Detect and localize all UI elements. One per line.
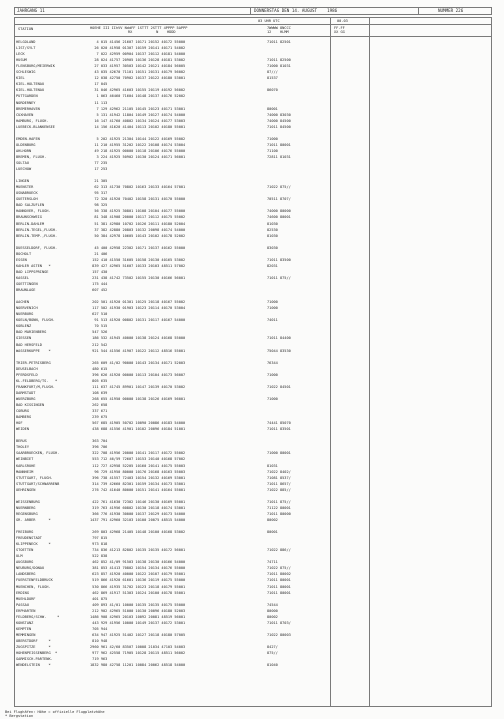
station-cell: PUTTGARDEN — [16, 94, 38, 99]
weather-cell: 74600 80001 — [267, 215, 291, 220]
observation-cell: 547 526 — [90, 330, 108, 335]
observation-cell: 265 609 41/02 90000 10143 20134 40171 52003 — [90, 360, 186, 365]
observation-cell: 519 866 41920 61601 10136 20119 40175 55000 — [90, 578, 186, 583]
weather-cell: 71000 81031 — [267, 64, 291, 69]
station-cell: LIST/SYLT — [16, 46, 36, 51]
station-cell: TRIER-PETRISBERG — [16, 360, 51, 365]
observation-cell: 480 615 — [90, 366, 108, 371]
weather-cell: 74000 80000 — [267, 209, 291, 214]
observation-cell: 1437 791 42960 32103 10100 20075 48515 54000 — [90, 517, 186, 522]
station-cell: LUECHOW — [16, 167, 32, 172]
weather-cell: 74000 84500 — [267, 118, 291, 123]
station-cell: HELGOLAND — [16, 40, 36, 44]
observation-cell: 401 875 — [90, 596, 108, 601]
station-cell: NUERBURG — [16, 312, 34, 317]
weather-cell: 71011 80001 — [267, 142, 291, 147]
observation-cell: 111 637 41745 89901 10147 20139 40170 53002 — [90, 384, 186, 389]
station-cell: KL.FELDBERG/TS. * — [16, 378, 58, 383]
weather-cell: 83030 — [267, 245, 278, 250]
weather-cell: 74000 83030 — [267, 112, 291, 117]
weather-cell: 71000 — [267, 300, 278, 305]
observation-cell: 262 658 — [90, 403, 108, 407]
weather-cell: 71022 84501 — [267, 384, 291, 389]
station-cell: NUERNBERG — [16, 505, 36, 510]
station-cell: KLIPPENECK * — [16, 542, 51, 547]
weather-cell: 74441 85070 — [267, 421, 291, 426]
weather-cell: 71011 875// — [267, 275, 291, 280]
station-cell: BAD HERSFELD — [16, 342, 42, 347]
station-cell: GUETERSLOH — [16, 197, 38, 202]
station-cell: LANDSBERG — [16, 572, 36, 577]
station-cell: KAHLER ASTEN * — [16, 263, 51, 268]
station-cell: SAARBRUECKEN, FLUGH. — [16, 451, 60, 456]
observation-cell: 363 704 — [90, 439, 108, 444]
observation-cell: 45 400 42958 22302 10171 20137 40162 55000 — [90, 245, 186, 250]
weather-cell: 71000 — [267, 396, 278, 401]
observation-cell: 337 671 — [90, 409, 108, 414]
observation-cell: 396 706 — [90, 445, 108, 450]
station-cell: CUXHAVEN — [16, 112, 34, 117]
station-cell: MUENSTER — [16, 185, 34, 190]
weather-cell: 71100 — [267, 148, 278, 153]
header-band — [14, 7, 492, 15]
observation-cell: 212 542 — [90, 342, 108, 347]
column-divider — [330, 17, 331, 707]
station-cell: DUESSELDORF, FLUGH. — [16, 245, 58, 250]
weather-cell: 71011 83501 — [267, 427, 291, 432]
observation-cell: 98 325 — [90, 203, 108, 208]
station-cell: FREIBURG — [16, 530, 34, 535]
observation-cell: 112 727 42958 52205 10160 20141 40175 55003 — [90, 463, 186, 468]
station-cell: BERLIN-TEGEL,FLUGH. — [16, 227, 58, 232]
observation-cell: 95 317 — [90, 191, 108, 196]
weather-cell: 875// — [267, 651, 278, 656]
observation-cell: 27 033 41957 30503 10142 20121 40184 56005 — [90, 64, 186, 69]
weather-cell: 81031 — [267, 463, 278, 468]
observation-cell: 319 763 41956 60802 10130 20118 40174 53001 — [90, 505, 186, 510]
obs-column-header: HOEHE III IIhVV NddFF 1STTT 2STTT 4PPPP 5APPP — [90, 26, 188, 30]
station-cell: BOCHOLT — [16, 251, 32, 256]
weather-cell: 82031 — [267, 263, 278, 268]
observation-cell: 5 131 41942 11804 10149 20127 40174 54000 — [90, 112, 186, 117]
weather-cell: 72811 81031 — [267, 154, 291, 159]
weather-cell: 80000 — [267, 608, 278, 613]
station-cell: THOLEY — [16, 445, 29, 450]
observation-cell: 14 156 41620 41404 10113 20102 40180 55001 — [90, 124, 186, 129]
weather-cell: 75044 83530 — [267, 348, 291, 353]
observation-cell: 17 045 — [90, 82, 108, 87]
weather-cell: 81030 — [267, 221, 278, 226]
station-cell: BRAUNLAGE — [16, 288, 36, 293]
observation-cell: 12 038 42750 70902 10137 20122 40180 53001 — [90, 76, 186, 81]
station-cell: MUENCHEN, FLUGH. — [16, 584, 51, 589]
weather-cell: 76344 — [267, 360, 278, 365]
weather-cell: 74544 — [267, 602, 278, 607]
station-cell: HUSUM — [16, 58, 27, 63]
station-cell: WUERZBURG — [16, 396, 36, 401]
observation-cell: 91 513 41920 00802 10131 20117 40167 54000 — [90, 318, 186, 323]
observation-cell: 239 675 — [90, 415, 108, 420]
station-cell: REGENSBURG — [16, 511, 38, 516]
weather-cell: 71022 885// — [267, 487, 291, 492]
station-cell: NOERVENICH — [16, 306, 38, 311]
observation-cell: 462 869 41917 51303 10124 20100 40178 55001 — [90, 590, 186, 595]
station-cell: KONSTANZ — [16, 620, 34, 625]
observation-cell: 1486 908 42965 20103 10092 20081 48519 56001 — [90, 614, 186, 619]
station-cell: FREUDENSTADT — [16, 536, 42, 541]
station-cell: ULM — [16, 554, 23, 559]
observation-cell: 11 113 — [90, 100, 108, 105]
station-cell: AHLHORN — [16, 148, 32, 153]
footer-note: Bei Flughäfen: Höhe = offizielle Flugplatzhöhe — [5, 710, 105, 714]
observation-cell: 212 902 42965 51000 10130 20096 40180 52003 — [90, 608, 186, 613]
station-cell: KEMPTEN — [16, 626, 32, 631]
observation-cell: 268 655 41950 00000 10138 20126 40169 56001 — [90, 396, 186, 401]
observation-cell: 231 438 41742 73502 10155 20130 40166 56001 — [90, 275, 186, 280]
weather-cell: 71122 80001 — [267, 505, 291, 510]
ww-column-header: 7WWWW 8NCCC — [267, 26, 291, 30]
observation-cell: 276 742 41640 80000 10151 20141 40164 55001 — [90, 487, 186, 492]
station-cell: GR. ARBER * — [16, 517, 51, 522]
weather-cell: 71022 80003 — [267, 632, 291, 637]
observation-cell: 366 776 41930 30000 10137 20129 40173 54000 — [90, 511, 186, 516]
station-cell: BERLIN-DAHLEM — [16, 221, 45, 226]
observation-cell: 43 035 42670 71101 10151 20131 40179 56002 — [90, 70, 186, 75]
station-cell: NEUBURG/DONAU — [16, 566, 45, 571]
station-cell: BAD SALZUFLEN — [16, 203, 45, 208]
station-cell: FUERSTENFELDBRUCK — [16, 578, 53, 583]
station-cell: GARMISCH-PARTENK. — [16, 657, 53, 662]
station-cell: MUEHLDORF — [16, 596, 36, 601]
weather-cell: 71011 8657/ — [267, 481, 291, 486]
station-cell: DEUSELBACH — [16, 366, 38, 371]
ff-column-subheader: XX GG — [334, 30, 345, 34]
weather-cell: 74011 — [267, 318, 278, 323]
sheet-label: JAHRGANG 11 — [17, 8, 45, 13]
station-cell: OLDENBURG — [16, 142, 36, 147]
weather-cell: 71011 80001 — [267, 590, 291, 595]
weather-cell: 80002 — [267, 614, 278, 619]
observation-cell: 51 381 42980 10702 10126 20111 40180 52004 — [90, 221, 186, 226]
observation-cell: 810 948 — [90, 638, 108, 643]
observation-cell: 705 944 — [90, 626, 108, 631]
weather-cell: 71011 80002 — [267, 572, 291, 577]
observation-cell: 462 852 41/09 91503 10138 20130 40166 54000 — [90, 560, 186, 565]
observation-cell: 77 235 — [90, 161, 108, 165]
observation-cell: 839 427 42965 51607 10133 20103 48511 57002 — [90, 263, 186, 268]
station-cell: KIEL-HOLTENAU — [16, 88, 45, 93]
observation-cell: 49 218 41925 00000 10118 20106 40176 55000 — [90, 148, 186, 153]
observation-cell: 17 253 — [90, 167, 108, 172]
station-cell: PASSAU — [16, 602, 29, 607]
station-cell: COBURG — [16, 409, 29, 414]
station-cell: WEINBIET — [16, 457, 34, 462]
weather-cell: 71011 80001 — [267, 584, 291, 589]
weather-cell: 71000 80001 — [267, 451, 291, 456]
weather-cell: 71011 83500 — [267, 257, 291, 262]
station-cell: SOLTAU — [16, 161, 29, 165]
observation-cell: 553 712 46/59 72607 10153 20140 40168 57002 — [90, 457, 186, 462]
weather-cell: 86070 — [267, 88, 278, 93]
observation-cell: 28 024 41757 20905 10136 20128 40181 53002 — [90, 58, 186, 63]
ww-column-subheader: 12 HLMM — [267, 30, 289, 34]
weather-cell: 71011 80000 — [267, 511, 291, 516]
observation-cell: 921 544 41556 41907 10122 20112 48516 55001 — [90, 348, 186, 353]
observation-cell: 152 410 41550 31605 10158 20130 40165 53002 — [90, 257, 186, 262]
observation-cell: 530 866 41935 31702 10123 20118 40179 55001 — [90, 584, 186, 589]
observation-cell: 186 532 41945 40000 10138 20124 40168 55000 — [90, 336, 186, 341]
observation-cell: 567 685 41905 50702 10090 20086 40183 54000 — [90, 421, 186, 426]
observation-cell: 314 739 42660 82301 10159 20134 40173 53001 — [90, 481, 186, 486]
station-cell: DARMSTADT — [16, 390, 36, 395]
observation-cell: 396 738 41557 72403 10154 20132 40169 53001 — [90, 475, 186, 480]
station-cell: MANNHEIM — [16, 469, 34, 474]
weather-cell: 87/// — [267, 70, 278, 75]
observation-cell: 623 857 41920 40000 10122 20107 40179 55001 — [90, 572, 186, 577]
observation-cell: 62 313 41730 70802 10163 20133 40164 57001 — [90, 185, 186, 190]
ff-column-header: FF-FF — [334, 26, 345, 30]
observation-cell: 422 761 41630 72302 10146 20130 40169 55001 — [90, 499, 186, 504]
weather-cell: 74711 — [267, 560, 278, 565]
weather-cell: 71022 875// — [267, 566, 291, 571]
station-cell: OSNABRUECK — [16, 191, 38, 196]
observation-cell: 4 015 41456 21607 10171 20152 40172 55000 — [90, 40, 186, 44]
station-cell: BERLIN-TEMP.,FLUGH. — [16, 233, 58, 238]
column-divider — [369, 17, 370, 707]
station-cell: OBERSTDORF * — [16, 638, 51, 643]
station-cell: WENDELSTEIN * — [16, 663, 51, 668]
station-cell: AACHEN — [16, 300, 29, 305]
observation-cell: 202 501 41920 01301 10125 20118 40167 55002 — [90, 300, 186, 305]
observation-cell: 21 406 — [90, 251, 108, 256]
weather-cell: 80002 — [267, 517, 278, 522]
obs-column-subheader: RX N HDDD — [128, 30, 176, 34]
weather-cell: 71011 82500 — [267, 58, 291, 63]
observation-cell: 117 502 41930 01903 10123 20114 40170 53004 — [90, 306, 186, 311]
weather-cell: 71022 875// — [267, 185, 291, 190]
observation-cell: 522 838 — [90, 554, 108, 559]
station-cell: SCHLESWIG — [16, 70, 36, 75]
weather-cell: 81030 — [267, 233, 278, 238]
station-cell: BRAUNSCHWEIG — [16, 215, 42, 220]
weather-cell: 71011 82501 — [267, 40, 291, 44]
station-cell: KASSEL — [16, 275, 29, 280]
station-cell: KIEL — [16, 76, 25, 81]
observation-cell: 627 510 — [90, 312, 108, 317]
weather-cell: 71011 80001 — [267, 578, 291, 583]
observation-cell: 50 384 42978 10605 10143 20102 40178 52002 — [90, 233, 186, 238]
station-cell: BAMBERG — [16, 415, 32, 420]
observation-cell: 438 688 41556 41901 10102 20096 40184 51001 — [90, 427, 186, 432]
station-cell: NORDERNEY — [16, 100, 36, 105]
station-cell: KOELN/BONN, FLUGH. — [16, 318, 55, 323]
header-divider — [418, 7, 419, 15]
station-cell: FRANKFURT/M,FLUGH. — [16, 384, 55, 389]
observation-cell: 81 348 41908 20000 10117 20112 40175 55002 — [90, 215, 186, 220]
station-cell: ESSEN — [16, 257, 27, 262]
station-cell: HOF — [16, 421, 23, 426]
observation-cell: 11 210 41955 31202 10122 20108 40174 53004 — [90, 142, 186, 147]
observation-cell: 108 639 — [90, 390, 108, 395]
station-cell: KARLSRUHE — [16, 463, 36, 468]
observation-cell: 634 947 41925 51402 10127 20118 40180 57005 — [90, 632, 186, 637]
station-cell: PFERDSFELD — [16, 372, 38, 377]
utc-label: 03 UHR UTC — [258, 19, 280, 23]
observation-cell: 157 430 — [90, 269, 108, 274]
station-cell: AUGSBURG — [16, 560, 34, 565]
weather-cell: 80001 — [267, 530, 278, 535]
station-column-header: STATION — [18, 27, 34, 31]
observation-cell: 977 962 42558 71905 10128 20115 48511 56002 — [90, 651, 186, 656]
header-divider — [250, 7, 251, 15]
weather-cell: 71011 84400 — [267, 336, 291, 341]
weather-cell: 71022 8402/ — [267, 469, 291, 474]
station-cell: WEIDEN — [16, 427, 29, 432]
observation-cell: 797 815 — [90, 536, 108, 541]
observation-cell: 607 452 — [90, 288, 108, 293]
station-cell: HAMBURG, FLUGH. — [16, 118, 49, 123]
observation-cell: 7 129 42962 21105 10145 20123 40171 53001 — [90, 106, 186, 111]
station-cell: BERUS — [16, 439, 27, 444]
observation-cell: 322 708 41956 20000 10141 20117 40172 55002 — [90, 451, 186, 456]
observation-cell: 96 729 41950 80000 10176 20168 40163 55003 — [90, 469, 186, 474]
station-cell: FELDBERG/SCHW. * — [16, 614, 60, 619]
weather-cell: 71000 — [267, 372, 278, 377]
observation-cell: 26 020 41958 01307 10159 20141 40171 54002 — [90, 46, 186, 51]
station-cell: ERDING — [16, 590, 29, 595]
station-cell: ZUGSPITZE * — [16, 645, 51, 649]
footer-note-mountain: * Bergstation — [5, 714, 34, 718]
observation-cell: 72 320 41920 70402 10158 20131 40170 55000 — [90, 197, 186, 202]
observation-cell: 56 338 41925 30801 10108 20104 40177 55000 — [90, 209, 186, 214]
observation-cell: 269 803 42968 21405 10148 20100 40168 53002 — [90, 530, 186, 535]
weather-cell: 8427/ — [267, 645, 278, 649]
station-cell: STUTTGART/SCHNARRENB — [16, 481, 60, 486]
bulletin-date: DONNERSTAG DEN 14. AUGUST 1986 — [254, 8, 338, 13]
station-cell: HANNOVER, FLUGH. — [16, 209, 51, 214]
weather-cell: 81537 — [267, 76, 278, 81]
observation-cell: 175 444 — [90, 282, 108, 286]
weather-cell: 71081 8537/ — [267, 475, 291, 480]
observation-cell: 719 963 — [90, 657, 108, 662]
weather-cell: 71022 886// — [267, 548, 291, 553]
observation-cell: 7 022 42959 00904 10137 20112 40181 54000 — [90, 52, 186, 57]
observation-cell: 2960 961 42/60 83507 10008 21034 47103 54003 — [90, 645, 186, 649]
station-cell: BREMERHAVEN — [16, 106, 40, 111]
station-cell: BAD LIPPSPRINGE — [16, 269, 49, 274]
observation-cell: 3 224 41925 50902 10130 20124 40171 56001 — [90, 154, 186, 159]
station-cell: KOBLENZ — [16, 324, 32, 329]
station-cell: WASSERKUPPE * — [16, 348, 51, 353]
observation-cell: 31 046 42965 41603 10155 20119 40192 56002 — [90, 88, 186, 93]
weather-cell: 71000 — [267, 136, 278, 141]
utc-rule — [14, 24, 492, 25]
observation-cell: 443 929 41956 10000 10149 20137 40172 53001 — [90, 620, 186, 625]
observation-cell: 805 635 — [90, 378, 108, 383]
observation-cell: 1832 980 42758 11201 10084 20062 48518 54000 — [90, 663, 186, 668]
weather-cell: 71011 875// — [267, 499, 291, 504]
station-cell: GOETTINGEN — [16, 282, 38, 286]
utc-code: 00-03 — [337, 19, 348, 23]
observation-cell: 70 515 — [90, 324, 108, 329]
observation-cell: 37 382 42880 20803 10132 20098 40174 54000 — [90, 227, 186, 232]
weather-cell: 81040 — [267, 663, 278, 668]
station-cell: LUEBECK-BLANKENSEE — [16, 124, 55, 129]
weather-cell: 71000 — [267, 306, 278, 311]
observation-cell: 16 147 41760 40802 10134 20124 40177 53003 — [90, 118, 186, 123]
observation-cell: 734 836 41213 82802 10135 20135 40172 56001 — [90, 548, 186, 553]
weather-cell: 71011 8703/ — [267, 620, 291, 625]
station-cell: MEMMINGEN — [16, 632, 36, 637]
station-cell: STUTTGART, FLUGH. — [16, 475, 53, 480]
station-cell: BAD KISSINGEN — [16, 403, 45, 407]
station-cell: OEHRINGEN — [16, 487, 36, 492]
station-cell: LECK — [16, 52, 25, 57]
station-cell: EMDEN-HAFEN — [16, 136, 40, 141]
station-cell: GIESSEN — [16, 336, 32, 341]
observation-cell: 973 818 — [90, 542, 108, 547]
observation-cell: 5 202 41925 21304 10144 20122 40169 55002 — [90, 136, 186, 141]
station-cell: BAD MARIENBERG — [16, 330, 47, 335]
station-cell: HOHENPEISSENBERG * — [16, 651, 58, 656]
weather-cell: 70511 8707/ — [267, 197, 291, 202]
station-cell: ERPHARTEN — [16, 608, 36, 613]
column-header-rule — [14, 36, 492, 37]
weather-cell: 71011 84500 — [267, 124, 291, 129]
station-cell: KIEL-HOLTENAU — [16, 82, 45, 87]
observation-cell: 396 626 41920 00000 10113 20104 40173 56007 — [90, 372, 186, 377]
station-cell: STOETTEN — [16, 548, 34, 553]
observation-cell: 21 305 — [90, 179, 108, 184]
observation-cell: 409 893 41/01 10000 10135 20135 40175 55000 — [90, 602, 186, 607]
weather-cell: 80001 — [267, 106, 278, 111]
station-cell: WEISSENBURG — [16, 499, 40, 504]
station-cell: BREMEN, FLUGH. — [16, 154, 47, 159]
station-cell: LINGEN — [16, 179, 29, 184]
bulletin-number: NUMMER 226 — [438, 8, 464, 13]
observation-cell: 381 853 41413 70802 10154 20134 40176 55000 — [90, 566, 186, 571]
observation-cell: 1 063 46460 71604 10148 20137 40176 52002 — [90, 94, 186, 99]
weather-cell: 82530 — [267, 227, 278, 232]
station-cell: FLENSBURG/MEIERWIK — [16, 64, 55, 69]
